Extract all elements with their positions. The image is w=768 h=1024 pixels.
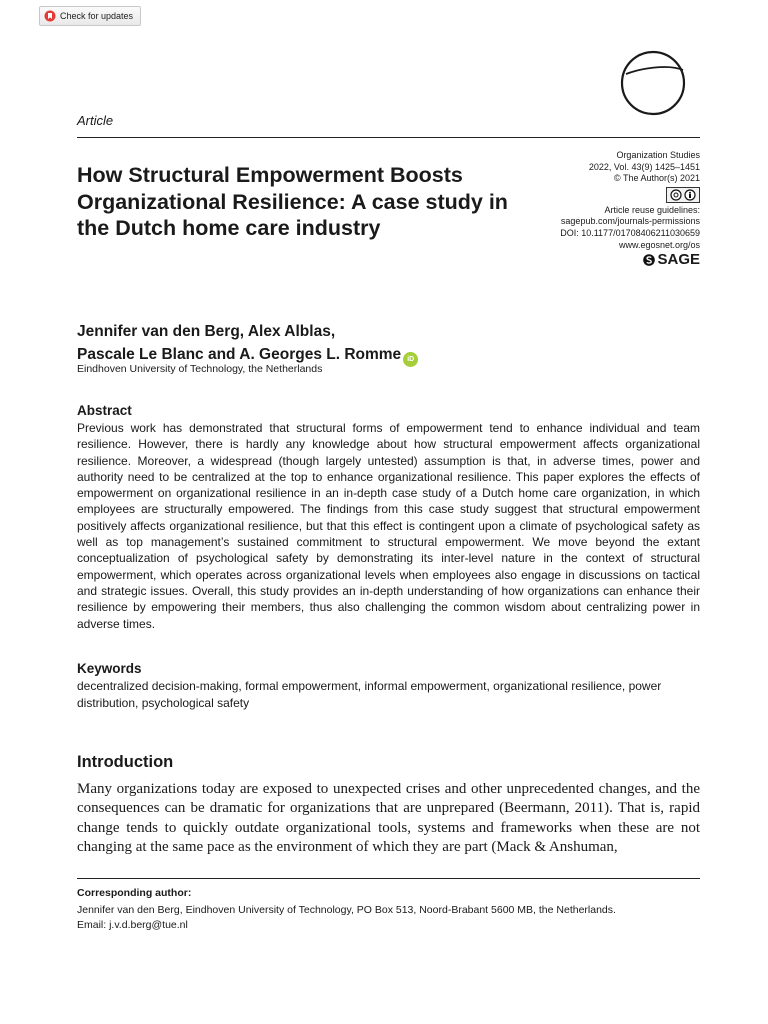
check-for-updates-button[interactable] xyxy=(39,6,141,26)
header-divider xyxy=(77,137,700,138)
article-title: How Structural Empowerment Boosts Organizational Resilience: A case study in the Dutch home care industry xyxy=(77,163,508,240)
attribution-icon xyxy=(684,189,696,201)
footnote-divider xyxy=(77,878,700,879)
abstract-heading: Abstract xyxy=(77,403,132,418)
copyright-line: © The Author(s) 2021 xyxy=(613,173,700,184)
orcid-icon[interactable]: iD xyxy=(403,352,418,367)
introduction-heading: Introduction xyxy=(77,753,174,771)
article-type-label: Article xyxy=(77,113,114,128)
corresponding-author-heading: Corresponding author: xyxy=(77,887,192,899)
authors xyxy=(77,320,418,367)
bookmark-icon xyxy=(44,10,56,22)
journal-metadata xyxy=(500,150,700,271)
permissions-link[interactable]: sagepub.com/journals-permissions xyxy=(560,216,700,227)
reuse-guidelines-label: Article reuse guidelines: xyxy=(604,204,700,215)
affiliation: Eindhoven University of Technology, the Netherlands xyxy=(77,363,323,375)
journal-volume: 2022, Vol. 43(9) 1425–1451 xyxy=(588,161,700,172)
journal-name: Organization Studies xyxy=(616,150,700,160)
sage-s-icon xyxy=(643,253,655,267)
doi-link[interactable]: DOI: 10.1177/01708406211030659 xyxy=(560,227,700,238)
check-for-updates-label: Check for updates xyxy=(60,11,134,21)
cc-icon xyxy=(670,189,682,201)
keywords-heading: Keywords xyxy=(77,661,142,676)
sage-logo xyxy=(643,253,700,267)
introduction-text: Many organizations today are exposed to unexpected crises and other unprecedented changes, and the consequences can be dramatic for organizations that are unprepared (Beermann, 2011). That is, rapid change tends to quickly outdate organizational tools, systems and frameworks when these are not changing at the same pace as the environment of which they are part (Mack & Anshuman, xyxy=(77,781,700,855)
corresponding-address: Jennifer van den Berg, Eindhoven University of Technology, PO Box 513, Noord-Brabant 5600 MB, the Netherlands. xyxy=(77,904,616,916)
publisher-name: SAGE xyxy=(657,251,700,269)
authors-line-1: Jennifer van den Berg, Alex Alblas, xyxy=(77,323,336,340)
keywords-text: decentralized decision-making, formal empowerment, informal empowerment, organizational resilience, power distribution, psychological safety xyxy=(77,679,662,710)
creative-commons-badge-icon[interactable] xyxy=(666,187,700,203)
corresponding-email-link[interactable]: Email: j.v.d.berg@tue.nl xyxy=(77,919,188,931)
authors-line-2: Pascale Le Blanc and A. Georges L. Romme xyxy=(77,346,402,363)
corresponding-author-details xyxy=(77,903,717,933)
journal-website-link[interactable]: www.egosnet.org/os xyxy=(618,239,700,250)
abstract-text: Previous work has demonstrated that structural forms of empowerment tend to enhance individual and team resilience. However, there is hardly any knowledge about how structural empowerment affects organizational resilience. Moreover, a widespread (though largely untested) assumption is that, in adverse times, power and authority need to be centralized at the top to enhance organizational resilience. This paper explores the effects of empowerment on organizational resilience in an in-depth case study of a Dutch home care organization, in which employees are structurally empowered. The findings from this case study suggest that structural empowerment positively affects organizational resilience, but that this effect is contingent upon a climate of psychological safety as well as top management’s sustained commitment to structural empowerment. We move beyond the extant conceptualization of psychological safety by demonstrating its inter-level nature in the context of structural empowerment, which operates across organizational levels when employees also engage in discussions on tactical and strategic issues. Overall, this study provides an in-depth understanding of how organizations can enhance their resilience by empowering their members, thus also challenging the common wisdom about centralizing power in adverse times. xyxy=(77,421,700,631)
journal-logo-icon xyxy=(620,50,686,116)
